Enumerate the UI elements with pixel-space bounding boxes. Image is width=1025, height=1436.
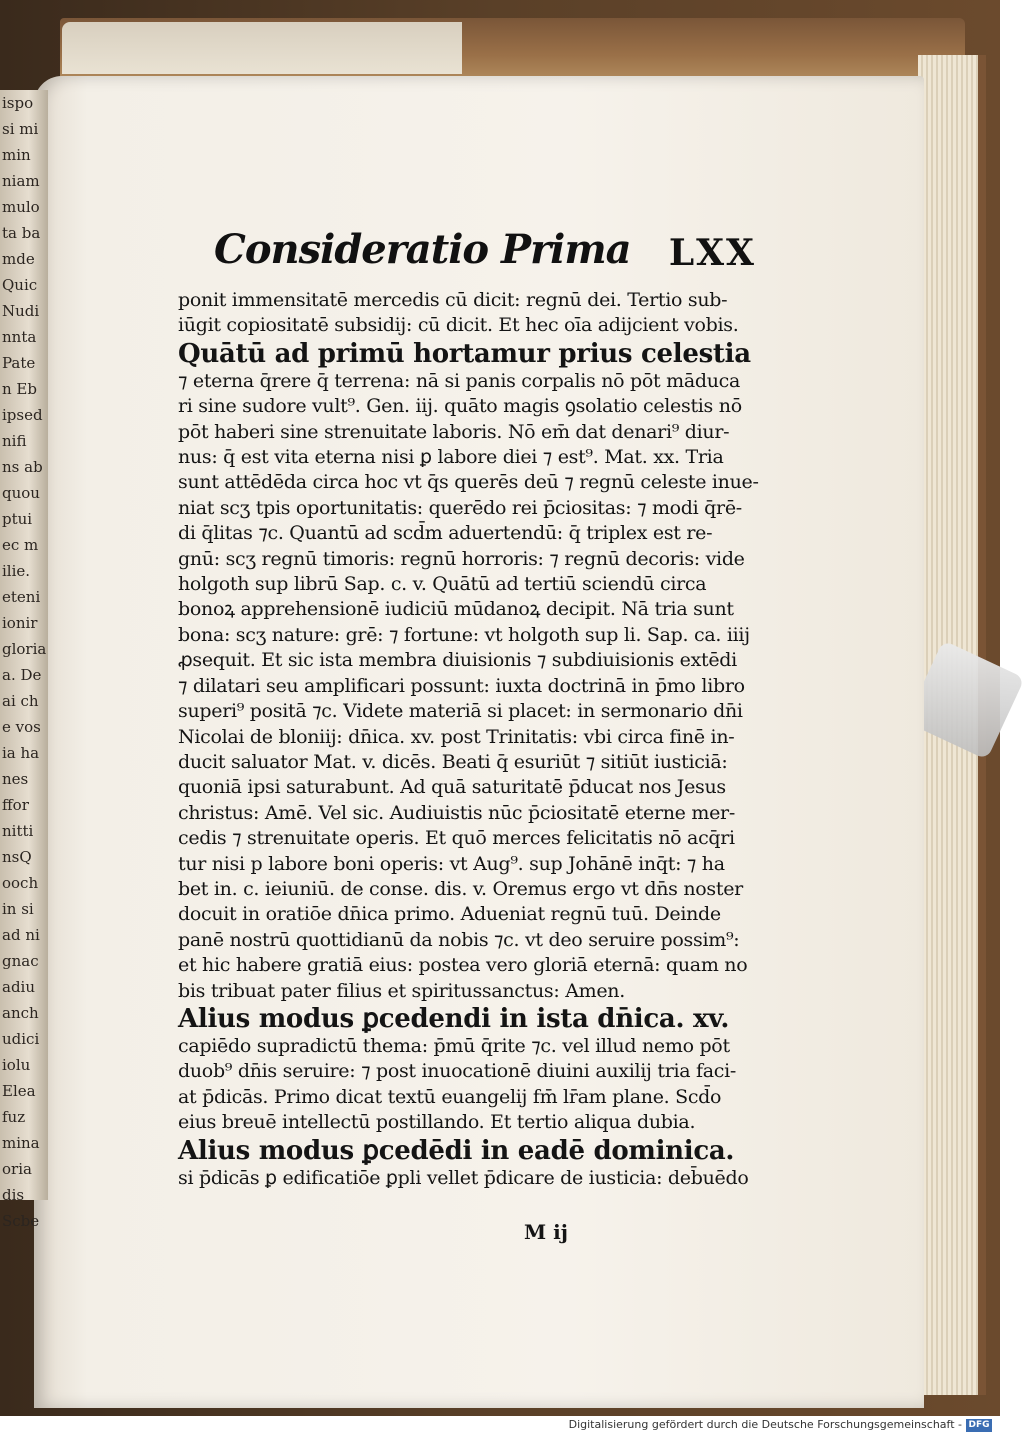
text-line: di q̄litas ⁊c. Quantū ad scd̄m aduertendū: q̄ triplex est re- (178, 522, 713, 545)
text-line: ponit immensitatē mercedis cū dicit: regnū dei. Tertio sub- (178, 289, 728, 311)
signature-mark: M ij (524, 1220, 568, 1244)
text-line: panē nostrū quottidianū da nobis ⁊c. vt deo seruire possim⁹: (178, 928, 740, 951)
text-line: bonoꝝ apprehensionē iudiciū mūdanoꝝ decipit. Nā tria sunt (178, 598, 734, 621)
folio-number: LXX (668, 232, 756, 274)
text-line: Quātū ad primū hortamur prius celestia (178, 338, 751, 369)
margin-fragment: a. De (2, 666, 42, 684)
text-line: bet in. c. ieiuniū. de conse. dis. v. Oremus ergo vt dn̄s noster (178, 877, 743, 900)
text-line: cedis ⁊ strenuitate operis. Et quō merces felicitatis nō acq̄ri (178, 827, 735, 850)
margin-fragment: mulo (2, 198, 40, 216)
margin-fragment: nitti (2, 822, 34, 840)
margin-fragment: min (2, 146, 31, 164)
margin-fragment: ffor (2, 796, 29, 814)
margin-fragment: gloria (2, 640, 47, 658)
margin-fragment: fuz (2, 1108, 26, 1126)
text-line: christus: Amē. Vel sic. Audiuistis nūc p̄ciositatē eterne mer- (178, 801, 735, 824)
footer-bar (0, 1416, 1000, 1436)
margin-fragment: eteni (2, 588, 41, 606)
text-line: pōt haberi sine strenuitate laboris. Nō em̄ dat denari⁹ diur- (178, 420, 730, 443)
text-line: iūgit copiositatē subsidij: cū dicit. Et hec oīa adijcient vobis. (178, 314, 739, 337)
running-head (178, 226, 758, 288)
margin-fragment: nes (2, 770, 29, 788)
text-line: duob⁹ dn̄is seruire: ⁊ post inuocationē diuini auxilij tria faci- (178, 1060, 737, 1083)
text-line: Alius modus ꝑcedēdi in eadē dominica. (178, 1135, 735, 1166)
text-line: et hic habere gratiā eius: postea vero gloriā eternā: quam no (178, 954, 748, 977)
margin-fragment: quou (2, 484, 40, 502)
margin-fragment: ilie. (2, 562, 31, 580)
margin-fragment: nifi (2, 432, 27, 450)
text-line: tur nisi p labore boni operis: vt Aug⁹. sup Johānē inq̄t: ⁊ ha (178, 852, 725, 875)
margin-fragment: Pate (2, 354, 36, 372)
text-line: si p̄dicās ꝑ edificatiōe ꝑpli vellet p̄dicare de iusticia: deb̄uēdo (178, 1166, 749, 1189)
margin-fragment: in si (2, 900, 34, 918)
margin-fragment: Nudi (2, 302, 40, 320)
text-line: ⁊ eterna q̄rere q̄ terrena: nā si panis corpalis nō pōt māduca (178, 369, 741, 392)
dfg-logo: DFG (966, 1419, 992, 1432)
text-line: ducit saluator Mat. v. dicēs. Beati q̄ esuriūt ⁊ sitiūt iusticiā: (178, 750, 728, 773)
text-column (178, 226, 758, 1191)
margin-fragment: ionir (2, 614, 38, 632)
margin-fragment: Quic (2, 276, 38, 294)
margin-fragment: iolu (2, 1056, 31, 1074)
margin-fragment: adiu (2, 978, 36, 996)
margin-fragment: ispo (2, 94, 34, 112)
page-title: Consideratio Prima (214, 226, 631, 273)
margin-fragment: niam (2, 172, 40, 190)
body-text (178, 288, 758, 1191)
text-line: Alius modus ꝑcedendi in ista dn̄ica. xv. (178, 1003, 730, 1034)
margin-fragment: gnac (2, 952, 39, 970)
recto-page (34, 76, 924, 1408)
margin-fragment: ta ba (2, 224, 41, 242)
text-line: capiēdo supradictū thema: p̄mū q̄rite ⁊c. vel illud nemo pōt (178, 1034, 730, 1057)
text-line: at p̄dicās. Primo dicat textū euangelij fm̄ lr̄am plane. Scd̄o (178, 1085, 722, 1108)
footer-credit: Digitalisierung gefördert durch die Deutsche Forschungsgemeinschaft - (568, 1418, 962, 1431)
text-line: Nicolai de bloniij: dn̄ica. xv. post Trinitatis: vbi circa finē in- (178, 725, 735, 748)
margin-fragment: n Eb (2, 380, 37, 398)
margin-fragment: e vos (2, 718, 41, 736)
binding-label (62, 22, 462, 74)
text-line: nus: q̄ est vita eterna nisi ꝑ labore diei ⁊ est⁹. Mat. xx. Tria (178, 446, 724, 469)
margin-fragment: ia ha (2, 744, 40, 762)
text-line: gnū: scʒ regnū timoris: regnū horroris: ⁊ regnū decoris: vide (178, 547, 745, 570)
margin-fragment: Elea (2, 1082, 36, 1100)
text-line: quoniā ipsi saturabunt. Ad quā saturitatē p̄ducat nos Jesus (178, 776, 726, 799)
margin-fragment: ai ch (2, 692, 39, 710)
margin-fragment: mde (2, 250, 35, 268)
margin-fragment: udici (2, 1030, 40, 1048)
text-line: sunt attēdēda circa hoc vt q̄s querēs deū ⁊ regnū celeste inue- (178, 471, 759, 494)
margin-fragment: ec m (2, 536, 39, 554)
margin-fragment: oria (2, 1160, 32, 1178)
text-line: ⁊ dilatari seu amplificari possunt: iuxta doctrinā in p̄mo libro (178, 674, 745, 697)
text-line: holgoth sup librū Sap. c. v. Quātū ad tertiū sciendū circa (178, 573, 707, 596)
text-line: niat scʒ tpis oportunitatis: querēdo rei p̄ciositas: ⁊ modi q̄rē- (178, 496, 742, 519)
text-line: bis tribuat pater filius et spiritussanctus: Amen. (178, 979, 625, 1002)
text-line: bona: scʒ nature: grē: ⁊ fortune: vt holgoth sup li. Sap. ca. iiij (178, 623, 750, 646)
verso-page-edge (0, 90, 48, 1230)
margin-fragment: nnta (2, 328, 37, 346)
margin-fragment: ptui (2, 510, 33, 528)
margin-fragment: ad ni (2, 926, 40, 944)
margin-fragment: mina (2, 1134, 40, 1152)
margin-fragment: ns ab (2, 458, 43, 476)
text-line: docuit in oratiōe dn̄ica primo. Adueniat regnū tuū. Deinde (178, 903, 721, 926)
text-line: ri sine sudore vult⁹. Gen. iij. quāto magis ꝯsolatio celestis nō (178, 395, 742, 418)
margin-fragment: nsQ (2, 848, 32, 866)
text-line: eius breuē intellectū postillando. Et tertio aliqua dubia. (178, 1111, 696, 1134)
margin-fragment: Scbe (2, 1212, 40, 1230)
margin-fragment: anch (2, 1004, 39, 1022)
margin-fragment: si mi (2, 120, 39, 138)
text-line: ꝓsequit. Et sic ista membra diuisionis ⁊ subdiuisionis extēdi (178, 649, 737, 672)
margin-fragment: dis (2, 1186, 25, 1204)
margin-fragment: ipsed (2, 406, 43, 424)
margin-fragment: ooch (2, 874, 39, 892)
text-line: superi⁹ positā ⁊c. Videte materiā si placet: in sermonario dn̄i (178, 700, 743, 723)
